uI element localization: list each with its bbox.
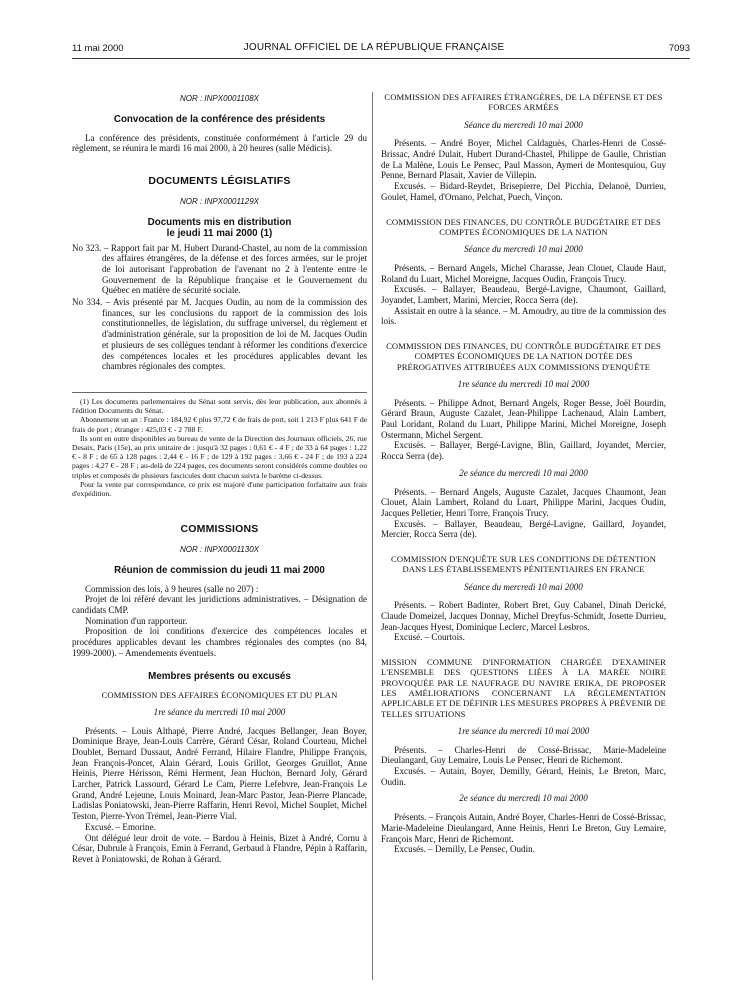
presents-list: Présents. – Bernard Angels, Auguste Cazalet, Jacques Chaumont, Jean Clouet, Alain Lambert, Roland du Luart, Philippe Marini, Jacques Oudin, Jacques Pelletier, Henri Torre, François Trucy. <box>381 486 666 518</box>
presents-list: Présents. – Charles-Henri de Cossé-Brissac, Marie-Madeleine Dieulangard, Guy Lemaire, Louis Le Pensec, Henri de Richemont. <box>381 744 666 766</box>
left-column <box>72 92 367 865</box>
commissions-section-title: COMMISSIONS <box>180 523 259 536</box>
documents-subtitle-line: le jeudi 11 mai 2000 (1) <box>166 227 273 239</box>
header-page-number: 7093 <box>668 43 690 54</box>
excuses-list: Excusé. – Emorine. <box>85 821 156 832</box>
commission-lois-line: Commission des lois, à 9 heures (salle no 207) : <box>85 583 259 594</box>
right-column <box>381 92 666 855</box>
excuses-list: Excusés. – Ballayer, Bergé-Lavigne, Blin, Gaillard, Joyandet, Mercier, Rocca Serra (de). <box>381 440 666 462</box>
spacer <box>381 327 666 341</box>
footnote: Abonnement un an : France : 184,92 € plus 97,72 € de frais de port, soit 1 213 F plus 641 F de frais de port ; étranger : 425,03 € - 2 788 F. <box>72 415 367 434</box>
excuses-list: Excusés. – Bidard-Reydet, Brisepierre, Del Picchia, Delanoë, Durrieu, Goulet, Hamel, d'Ornano, Pelchat, Puech, Vinçon. <box>381 181 666 202</box>
spacer <box>381 203 666 217</box>
commission-title: COMMISSION DES FINANCES, DU CONTRÔLE BUDGÉTAIRE ET DES COMPTES ÉCONOMIQUES DE LA NATION DOTÉE DES PRÉROGATIVES ATTRIBUÉES AUX COMMISSIONS D'ENQUÊTE <box>386 341 661 372</box>
presents-list: Présents. – Louis Althapé, Pierre André, Jacques Bellanger, Jean Boyer, Dominique Braye, Jean-Louis Carrère, Gérard César, Roland Courteau, Michel Doublet, Bernard Dussaut, André Ferrand, Hilaire Flandre, Philippe François, Jean François-Poncet, Alain Gérard, Louis Grillot, Georges Gruillot, Anne Heinis, Pierre Hérisson, Rémi Herment, Jean Huchon, Bernard Joly, Gérard Larcher, Patrick Lassourd, Gérard Le Cam, Pierre Lefebvre, Jean-François Le Grand, André Lejeune, Louis Moinard, Jean-Marc Pastor, Jean-Pierre Plancade, Ladislas Poniatowski, Jean-Pierre Raffarin, Henri Revol, Michel Souplet, Michel Teston, Pierre-Yvon Trémel, Jean-Pierre Vial. <box>72 725 367 822</box>
spacer <box>381 540 666 554</box>
footnote: Ils sont en outre disponibles au bureau de vente de la Direction des Journaux officiels, 26, rue Desaix, Paris (15e), au prix unitaire de : jusqu'à 32 pages : 0,61 € - 4 F ; de 33 à 64 pages : 1,22 € - 8 F ; de 65 à 128 pages : 2,44 € - 16 F ; de 129 à 192 pages : 3,66 € - 24 F ; de 193 à 224 pages : 4,27 € - 28 F ; au-delà de 224 pages, ces documents seront considérés comme doubles ou triples et composés de plusieurs fascicules dont chacun suivra le barème ci-dessus. <box>72 433 367 480</box>
header-rule <box>72 58 690 59</box>
agenda-item: Nomination d'un rapporteur. <box>85 615 188 626</box>
document-item: No 323. – Rapport fait par M. Hubert Durand-Chastel, au nom de la commission des affaires étrangères, de la défense et des forces armées, sur le projet de loi autorisant l'approbation de l'avenant no 2 à l'entente entre le Gouvernement de la République française et le Gouvernement du Québec en matière de sécurité sociale. <box>72 242 367 296</box>
presents-list: Présents. – André Boyer, Michel Caldaguès, Charles-Henri de Cossé-Brissac, André Dulait, Hubert Durand-Chastel, Philippe de Gaulle, Christian de La Malène, Louis Le Pensec, Paul Masson, Aymeri de Montesquiou, Guy Penne, Bernard Plasait, Xavier de Villepin. <box>381 138 666 181</box>
convocation-title: Convocation de la conférence des présidents <box>113 113 326 125</box>
spacer <box>72 373 367 383</box>
footnotes <box>72 392 367 498</box>
documents-section-title: DOCUMENTS LÉGISLATIFS <box>148 175 291 188</box>
nor-reference: NOR : INPX0001108X <box>179 94 259 103</box>
presents-list: Présents. – Robert Badinter, Robert Bret, Guy Cabanel, Dinah Derické, Claude Domeizel, Jacques Donnay, Michel Dreyfus-Schmidt, Josette Durrieu, Jean-Jacques Hyest, Dominique Leclerc, Marcel Lesbros. <box>381 600 666 632</box>
excuses-list: Excusés. – Demilly, Le Pensec, Oudin. <box>394 844 535 855</box>
assistait-note: Assistait en outre à la séance. – M. Amoudry, au titre de la commission des lois. <box>381 305 666 327</box>
documents-subtitle-line: Documents mis en distribution <box>147 216 292 228</box>
documents-subtitle <box>72 217 367 239</box>
column-divider <box>372 92 373 980</box>
delegations-list: Ont délégué leur droit de vote. – Bardou à Heinis, Bizet à André, Cornu à César, Dubrule à François, Emin à Ferrand, Gerbaud à Flandre, Pépin à Raffarin, Revet à Poniatowski, de Rohan à Gérard. <box>72 832 367 864</box>
reunion-title: Réunion de commission du jeudi 11 mai 2000 <box>114 564 325 576</box>
excuses-list: Excusés. – Autain, Boyer, Demilly, Gérard, Heinis, Le Breton, Marc, Oudin. <box>381 766 666 787</box>
presents-list: Présents. – Bernard Angels, Michel Charasse, Jean Clouet, Claude Haut, Roland du Luart, Michel Moreigne, Jacques Oudin, François Trucy. <box>381 262 666 284</box>
membres-title: Membres présents ou excusés <box>148 670 291 682</box>
spacer <box>381 643 666 657</box>
seance-date: Séance du mercredi 10 mai 2000 <box>464 244 583 255</box>
excuses-list: Excusés. – Ballayer, Beaudeau, Bergé-Lavigne, Chaumont, Gaillard, Joyandet, Lambert, Marini, Mercier, Rocca Serra (de). <box>381 284 666 305</box>
commission-title: COMMISSION D'ENQUÊTE SUR LES CONDITIONS DE DÉTENTION DANS LES ÉTABLISSEMENTS PÉNITENTIAIRES EN FRANCE <box>390 554 657 575</box>
presents-list: Présents. – François Autain, André Boyer, Charles-Henri de Cossé-Brissac, Marie-Madeleine Dieulangard, Anne Heinis, Henri Le Breton, Guy Lemaire, François Marc, Henri de Richemont. <box>381 812 666 844</box>
convocation-text: La conférence des présidents, constituée conformément à l'article 29 du règlement, se réunira le mardi 16 mai 2000, à 20 heures (salle Médicis). <box>72 132 367 154</box>
seance-date: 2e séance du mercredi 10 mai 2000 <box>459 467 588 478</box>
seance-date: 1re séance du mercredi 10 mai 2000 <box>153 706 286 717</box>
page-header <box>0 0 748 54</box>
seance-date: Séance du mercredi 10 mai 2000 <box>464 119 583 130</box>
nor-reference: NOR : INPX0001129X <box>179 196 259 206</box>
commission-title: COMMISSION DES AFFAIRES ÉTRANGÈRES, DE LA DÉFENSE ET DES FORCES ARMÉES <box>384 92 663 113</box>
excuses-list: Excusés. – Ballayer, Beaudeau, Bergé-Lavigne, Gaillard, Joyandet, Mercier, Rocca Serra (de). <box>381 518 666 540</box>
seance-date: Séance du mercredi 10 mai 2000 <box>464 581 583 592</box>
seance-date: 1re séance du mercredi 10 mai 2000 <box>457 725 590 736</box>
document-item: No 334. – Avis présenté par M. Jacques Oudin, au nom de la commission des finances, sur les conclusions du rapport de la commission des lois constitutionnelles, de législation, du suffrage universel, du règlement et d'administration générale, sur la proposition de loi de M. Jacques Oudin et plusieurs de ses collègues tendant à réformer les conditions d'exercice des compétences locales et les procédures applicables devant les chambres régionales des comptes. <box>72 297 367 372</box>
commission-title: MISSION COMMUNE D'INFORMATION CHARGÉE D'EXAMINER L'ENSEMBLE DES QUESTIONS LIÉES À LA MARÉE NOIRE PROVOQUÉE PAR LE NAUFRAGE DU NAVIRE ERIKA, DE PROPOSER LES AMÉLIORATIONS CONCERNANT LA RÉGLEMENTATION APPLICABLE ET DE DÉFINIR LES MESURES PROPRES À PRÉVENIR DE TELLES SITUATIONS <box>381 657 666 719</box>
excuses-list: Excusé. – Courtois. <box>394 632 465 643</box>
seance-date: 1re séance du mercredi 10 mai 2000 <box>457 378 590 389</box>
header-date: 11 mai 2000 <box>72 43 124 54</box>
seance-date: 2e séance du mercredi 10 mai 2000 <box>459 793 588 804</box>
footnote: Pour la vente par correspondance, ce prix est majoré d'une participation forfaitaire aux frais d'expédition. <box>72 479 367 498</box>
nor-reference: NOR : INPX0001130X <box>179 544 259 554</box>
commission-title: COMMISSION DES FINANCES, DU CONTRÔLE BUDGÉTAIRE ET DES COMPTES ÉCONOMIQUES DE LA NATION <box>386 216 661 237</box>
agenda-item: Proposition de loi conditions d'exercice des compétences locales et procédures applicables devant les chambres régionales des comptes (no 84, 1999-2000). – Amendements éventuels. <box>72 626 367 658</box>
agenda-item: Projet de loi référé devant les juridictions administratives. – Désignation de candidats CMP. <box>72 594 367 615</box>
footnote: (1) Les documents parlementaires du Sénat sont servis, dès leur publication, aux abonnés à l'édition Documents du Sénat. <box>72 396 367 416</box>
header-title: JOURNAL OFFICIEL DE LA RÉPUBLIQUE FRANÇAISE <box>243 42 505 53</box>
commission-title: COMMISSION DES AFFAIRES ÉCONOMIQUES ET DU PLAN <box>101 689 338 700</box>
presents-list: Présents. – Philippe Adnot, Bernard Angels, Roger Besse, Joël Bourdin, Gérard Braun, Auguste Cazalet, Jean-Philippe Lachenaud, Alain Lambert, Paul Loridant, Roland du Luart, Philippe Marini, Michel Moreigne, Joseph Ostermann, Michel Sergent. <box>381 397 666 440</box>
